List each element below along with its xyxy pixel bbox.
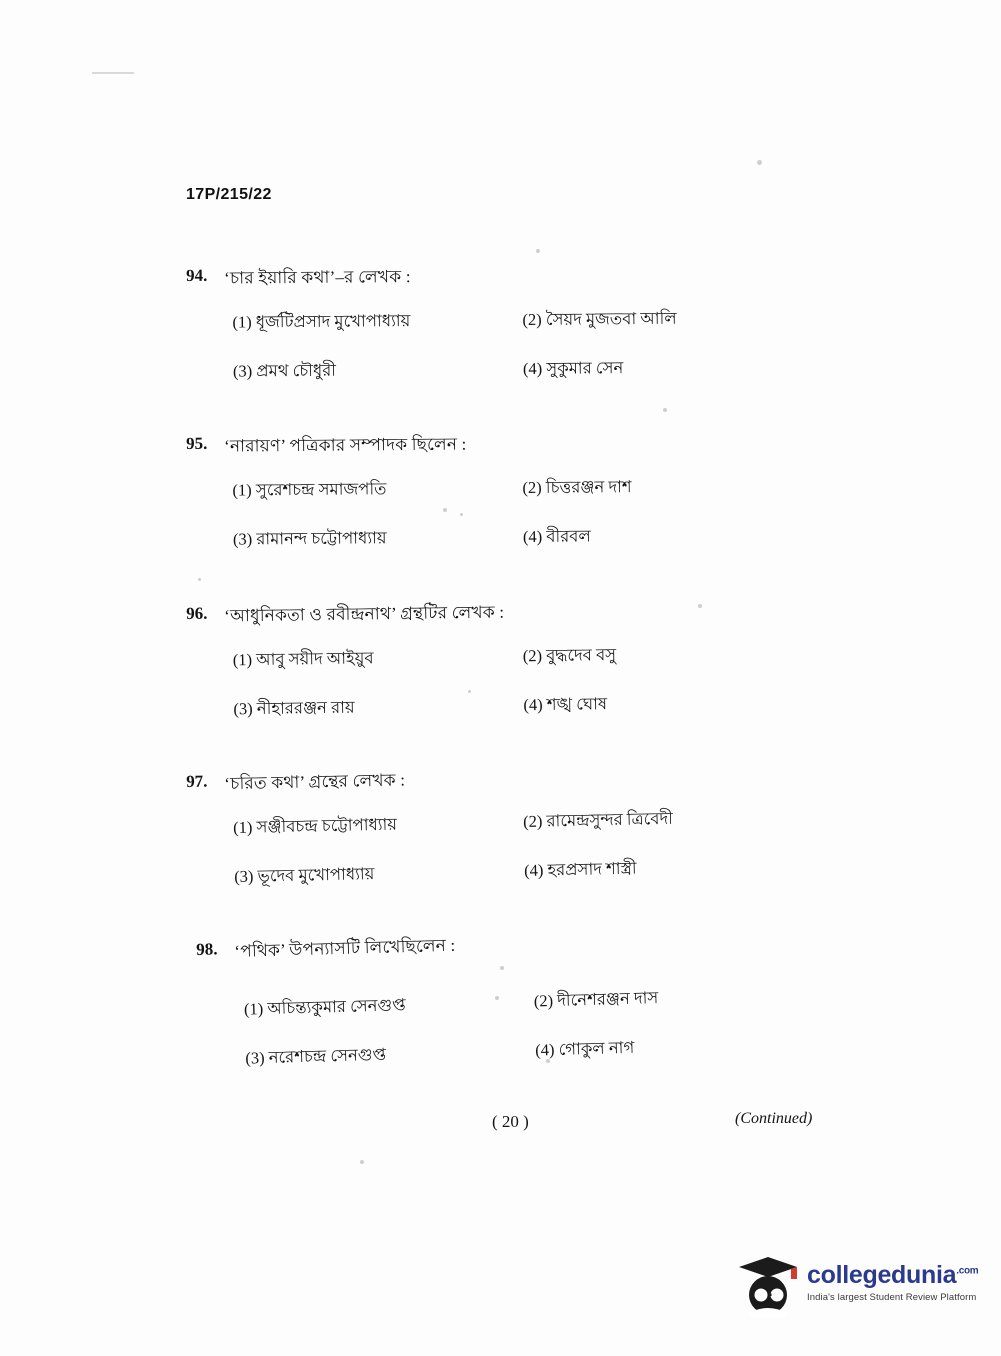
question-item [186, 260, 887, 386]
option-marker: (2) [533, 991, 554, 1011]
option-marker: (2) [522, 811, 543, 831]
option-marker: (2) [522, 309, 542, 330]
option-marker: (4) [522, 358, 543, 379]
option-label: বুদ্ধদেব বসু [545, 645, 617, 665]
option-label: রামেন্দ্রসুন্দর ত্রিবেদী [546, 808, 674, 831]
option-4[interactable] [523, 353, 853, 383]
option-3[interactable] [234, 858, 525, 891]
option-label: সুকুমার সেন [546, 358, 624, 378]
question-text: ‘নারায়ণ’ পত্রিকার সম্পাদক ছিলেন : [224, 434, 467, 456]
option-1[interactable] [232, 307, 522, 337]
scan-speck [663, 408, 667, 412]
watermark-text [807, 1261, 978, 1303]
question-number: 95. [186, 433, 208, 453]
question-heading [186, 757, 886, 800]
scan-speck [360, 1160, 364, 1164]
graduate-logo-icon [735, 1255, 801, 1317]
option-marker: (2) [522, 646, 543, 666]
option-label: নরেশচন্দ্র সেনগুপ্ত [268, 1044, 387, 1068]
continued-label: (Continued) [735, 1110, 813, 1127]
option-2[interactable] [522, 304, 852, 334]
option-marker: (3) [234, 866, 254, 887]
option-4[interactable] [523, 688, 853, 720]
watermark-tagline: India's largest Student Review Platform [807, 1292, 977, 1303]
collegedunia-watermark [735, 1255, 979, 1327]
option-label: সুরেশচন্দ্র সমাজপতি [255, 479, 387, 500]
question-heading [186, 594, 886, 632]
scan-speck [536, 249, 540, 253]
option-4[interactable] [524, 851, 854, 885]
option-label: রামানন্দ চট্টোপাধ্যায় [256, 528, 387, 549]
question-item [186, 428, 887, 554]
option-label: প্রমথ চৌধুরী [256, 360, 337, 381]
watermark-tld: .com [956, 1265, 979, 1277]
option-marker: (4) [534, 1040, 555, 1060]
page-number: ( 20 ) [492, 1112, 529, 1131]
option-2[interactable] [522, 472, 852, 502]
question-text: ‘পথিক’ উপন্যাসটি লিখেছিলেন : [234, 935, 456, 961]
option-1[interactable] [233, 809, 524, 842]
option-marker: (3) [232, 361, 253, 381]
question-number: 94. [186, 265, 208, 285]
option-label: দীনেশরঞ্জন দাস [556, 988, 659, 1010]
option-2[interactable] [523, 802, 853, 836]
question-item [186, 757, 888, 892]
option-label: সৈয়দ মুজতবা আলি [545, 308, 677, 329]
option-label: আবু সয়ীদ আইয়ুব [256, 648, 374, 670]
option-marker: (1) [232, 817, 253, 838]
option-list [233, 638, 888, 723]
option-marker: (4) [522, 526, 543, 547]
option-label: বীরবল [546, 526, 591, 546]
option-label: গোকুল নাগ [558, 1037, 635, 1059]
watermark-brand [807, 1261, 978, 1290]
option-3[interactable] [245, 1038, 536, 1073]
scan-speck [757, 160, 762, 165]
option-label: শঙ্খ ঘোষ [546, 694, 608, 714]
question-text: ‘আধুনিকতা ও রবীন্দ্রনাথ’ গ্রন্থটির লেখক : [224, 602, 505, 626]
question-number: 96. [186, 603, 208, 623]
question-item [196, 920, 899, 1073]
option-4[interactable] [523, 521, 853, 551]
question-text: ‘চরিত কথা’ গ্রন্থের লেখক : [224, 770, 406, 794]
option-marker: (1) [232, 650, 253, 670]
option-marker: (3) [233, 699, 253, 719]
option-label: হরপ্রসাদ শাস্ত্রী [547, 858, 637, 880]
option-marker: (4) [523, 860, 544, 880]
option-label: চিত্তরঞ্জন দাশ [545, 477, 632, 497]
option-4[interactable] [535, 1028, 866, 1064]
option-list [232, 472, 887, 554]
option-marker: (1) [243, 999, 264, 1019]
watermark-brand-name: collegedunia [807, 1261, 957, 1289]
scan-speck [198, 578, 201, 581]
option-list [233, 801, 888, 891]
option-label: অচিন্ত্যকুমার সেনগুপ্ত [267, 995, 406, 1019]
option-1[interactable] [244, 989, 535, 1024]
question-text: ‘চার ইয়ারি কথা’–র লেখক : [224, 267, 411, 288]
option-marker: (1) [232, 480, 252, 500]
question-heading [196, 920, 897, 968]
option-3[interactable] [233, 524, 523, 554]
option-label: নীহাররঞ্জন রায় [256, 697, 355, 719]
option-marker: (1) [232, 312, 252, 332]
option-label: ভূদেব মুখোপাধ্যায় [257, 864, 375, 886]
option-2[interactable] [533, 979, 864, 1015]
paper-code: 17P/215/22 [186, 186, 272, 203]
question-heading [186, 260, 886, 294]
option-marker: (3) [245, 1048, 265, 1068]
option-marker: (3) [232, 529, 253, 549]
option-list [244, 978, 900, 1072]
option-1[interactable] [233, 643, 523, 674]
question-number: 98. [196, 939, 218, 959]
question-number: 97. [186, 771, 208, 791]
option-list [232, 304, 887, 386]
option-label: সঞ্জীবচন্দ্র চট্টোপাধ্যায় [256, 814, 398, 837]
question-heading [186, 428, 886, 462]
option-3[interactable] [233, 692, 523, 723]
option-3[interactable] [233, 356, 523, 386]
question-item [186, 594, 888, 724]
scan-edge-mark [92, 72, 134, 74]
option-2[interactable] [523, 639, 853, 671]
option-1[interactable] [232, 475, 522, 505]
option-label: ধূর্জটিপ্রসাদ মুখোপাধ্যায় [255, 311, 411, 332]
option-marker: (4) [523, 695, 543, 715]
option-marker: (2) [522, 477, 542, 498]
